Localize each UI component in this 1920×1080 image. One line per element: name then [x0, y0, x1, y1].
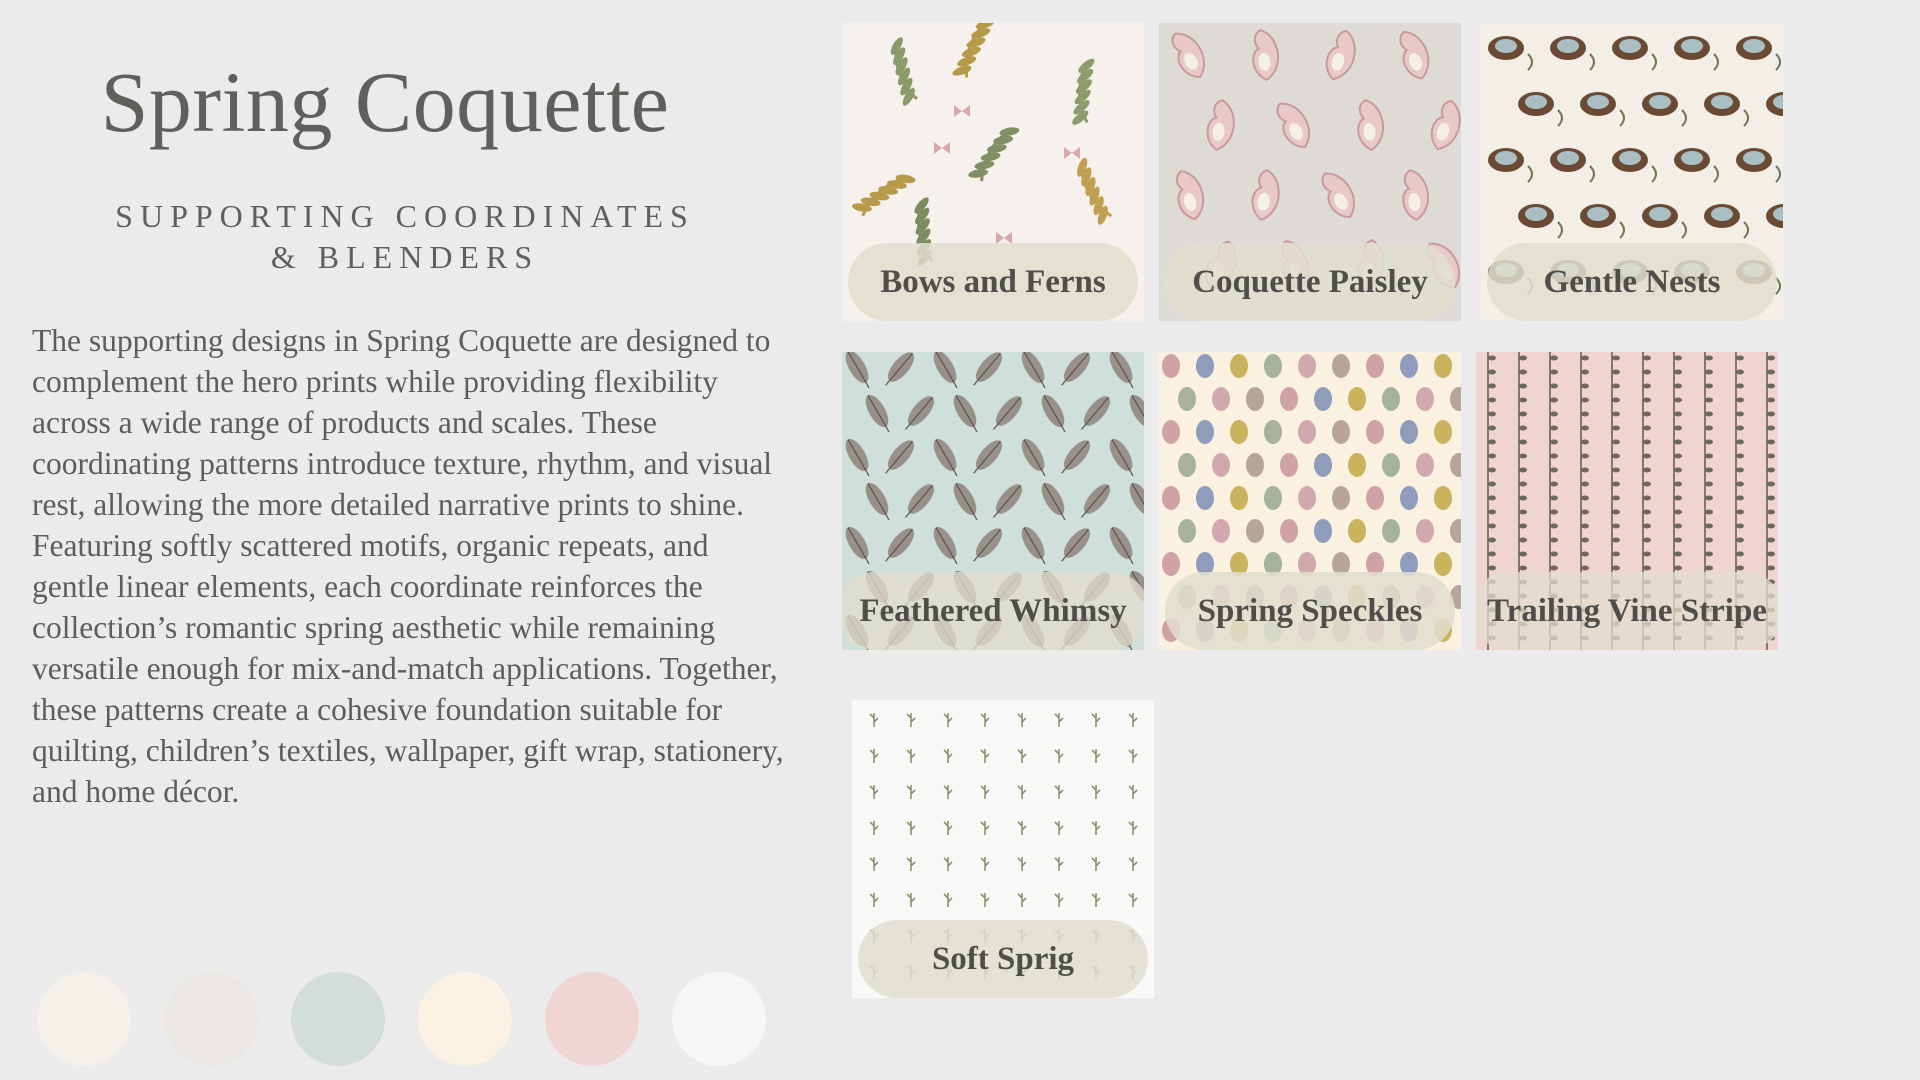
pattern-tile-bows-and-ferns[interactable]: [842, 23, 1144, 321]
palette-swatch-3: [291, 972, 385, 1066]
pattern-tile-trailing-vine-stripe[interactable]: [1476, 352, 1778, 650]
pattern-label: Bows and Ferns: [848, 243, 1138, 321]
color-palette: [37, 972, 766, 1066]
collection-description: [32, 320, 792, 812]
pattern-tile-gentle-nests[interactable]: [1481, 23, 1783, 321]
page-title: Spring Coquette: [100, 54, 670, 150]
palette-swatch-6: [672, 972, 766, 1066]
pattern-label: Feathered Whimsy: [842, 572, 1144, 650]
palette-swatch-5: [545, 972, 639, 1066]
palette-swatch-2: [164, 972, 258, 1066]
description-paragraph-2: Featuring softly scattered motifs, organic repeats, and gentle linear elements, each coordinate reinforces the collection’s romantic spring aesthetic while remaining versatile enough for mix-and-match applications. Together, these patterns create a cohesive foundation suitable for quilting, children’s textiles, wallpaper, gift wrap, stationery, and home décor.: [32, 528, 784, 809]
pattern-label: Gentle Nests: [1487, 243, 1777, 321]
pattern-tile-spring-speckles[interactable]: [1159, 352, 1461, 650]
palette-swatch-1: [37, 972, 131, 1066]
subtitle-line-1: SUPPORTING COORDINATES: [115, 198, 695, 234]
pattern-label: Coquette Paisley: [1165, 243, 1455, 321]
pattern-tile-soft-sprig[interactable]: [852, 700, 1154, 998]
subtitle-line-2: & BLENDERS: [270, 239, 540, 275]
pattern-label: Spring Speckles: [1165, 572, 1455, 650]
pattern-label: Trailing Vine Stripe: [1476, 572, 1778, 650]
description-paragraph-1: The supporting designs in Spring Coquette are designed to complement the hero prints while providing flexibility across a wide range of products and scales. These coordinating patterns introduce texture, rhythm, and visual rest, allowing the more detailed narrative prints to shine.: [32, 323, 773, 522]
pattern-label: Soft Sprig: [858, 920, 1148, 998]
palette-swatch-4: [418, 972, 512, 1066]
pattern-tile-feathered-whimsy[interactable]: [842, 352, 1144, 650]
section-subtitle: [60, 196, 750, 278]
pattern-tile-coquette-paisley[interactable]: [1159, 23, 1461, 321]
